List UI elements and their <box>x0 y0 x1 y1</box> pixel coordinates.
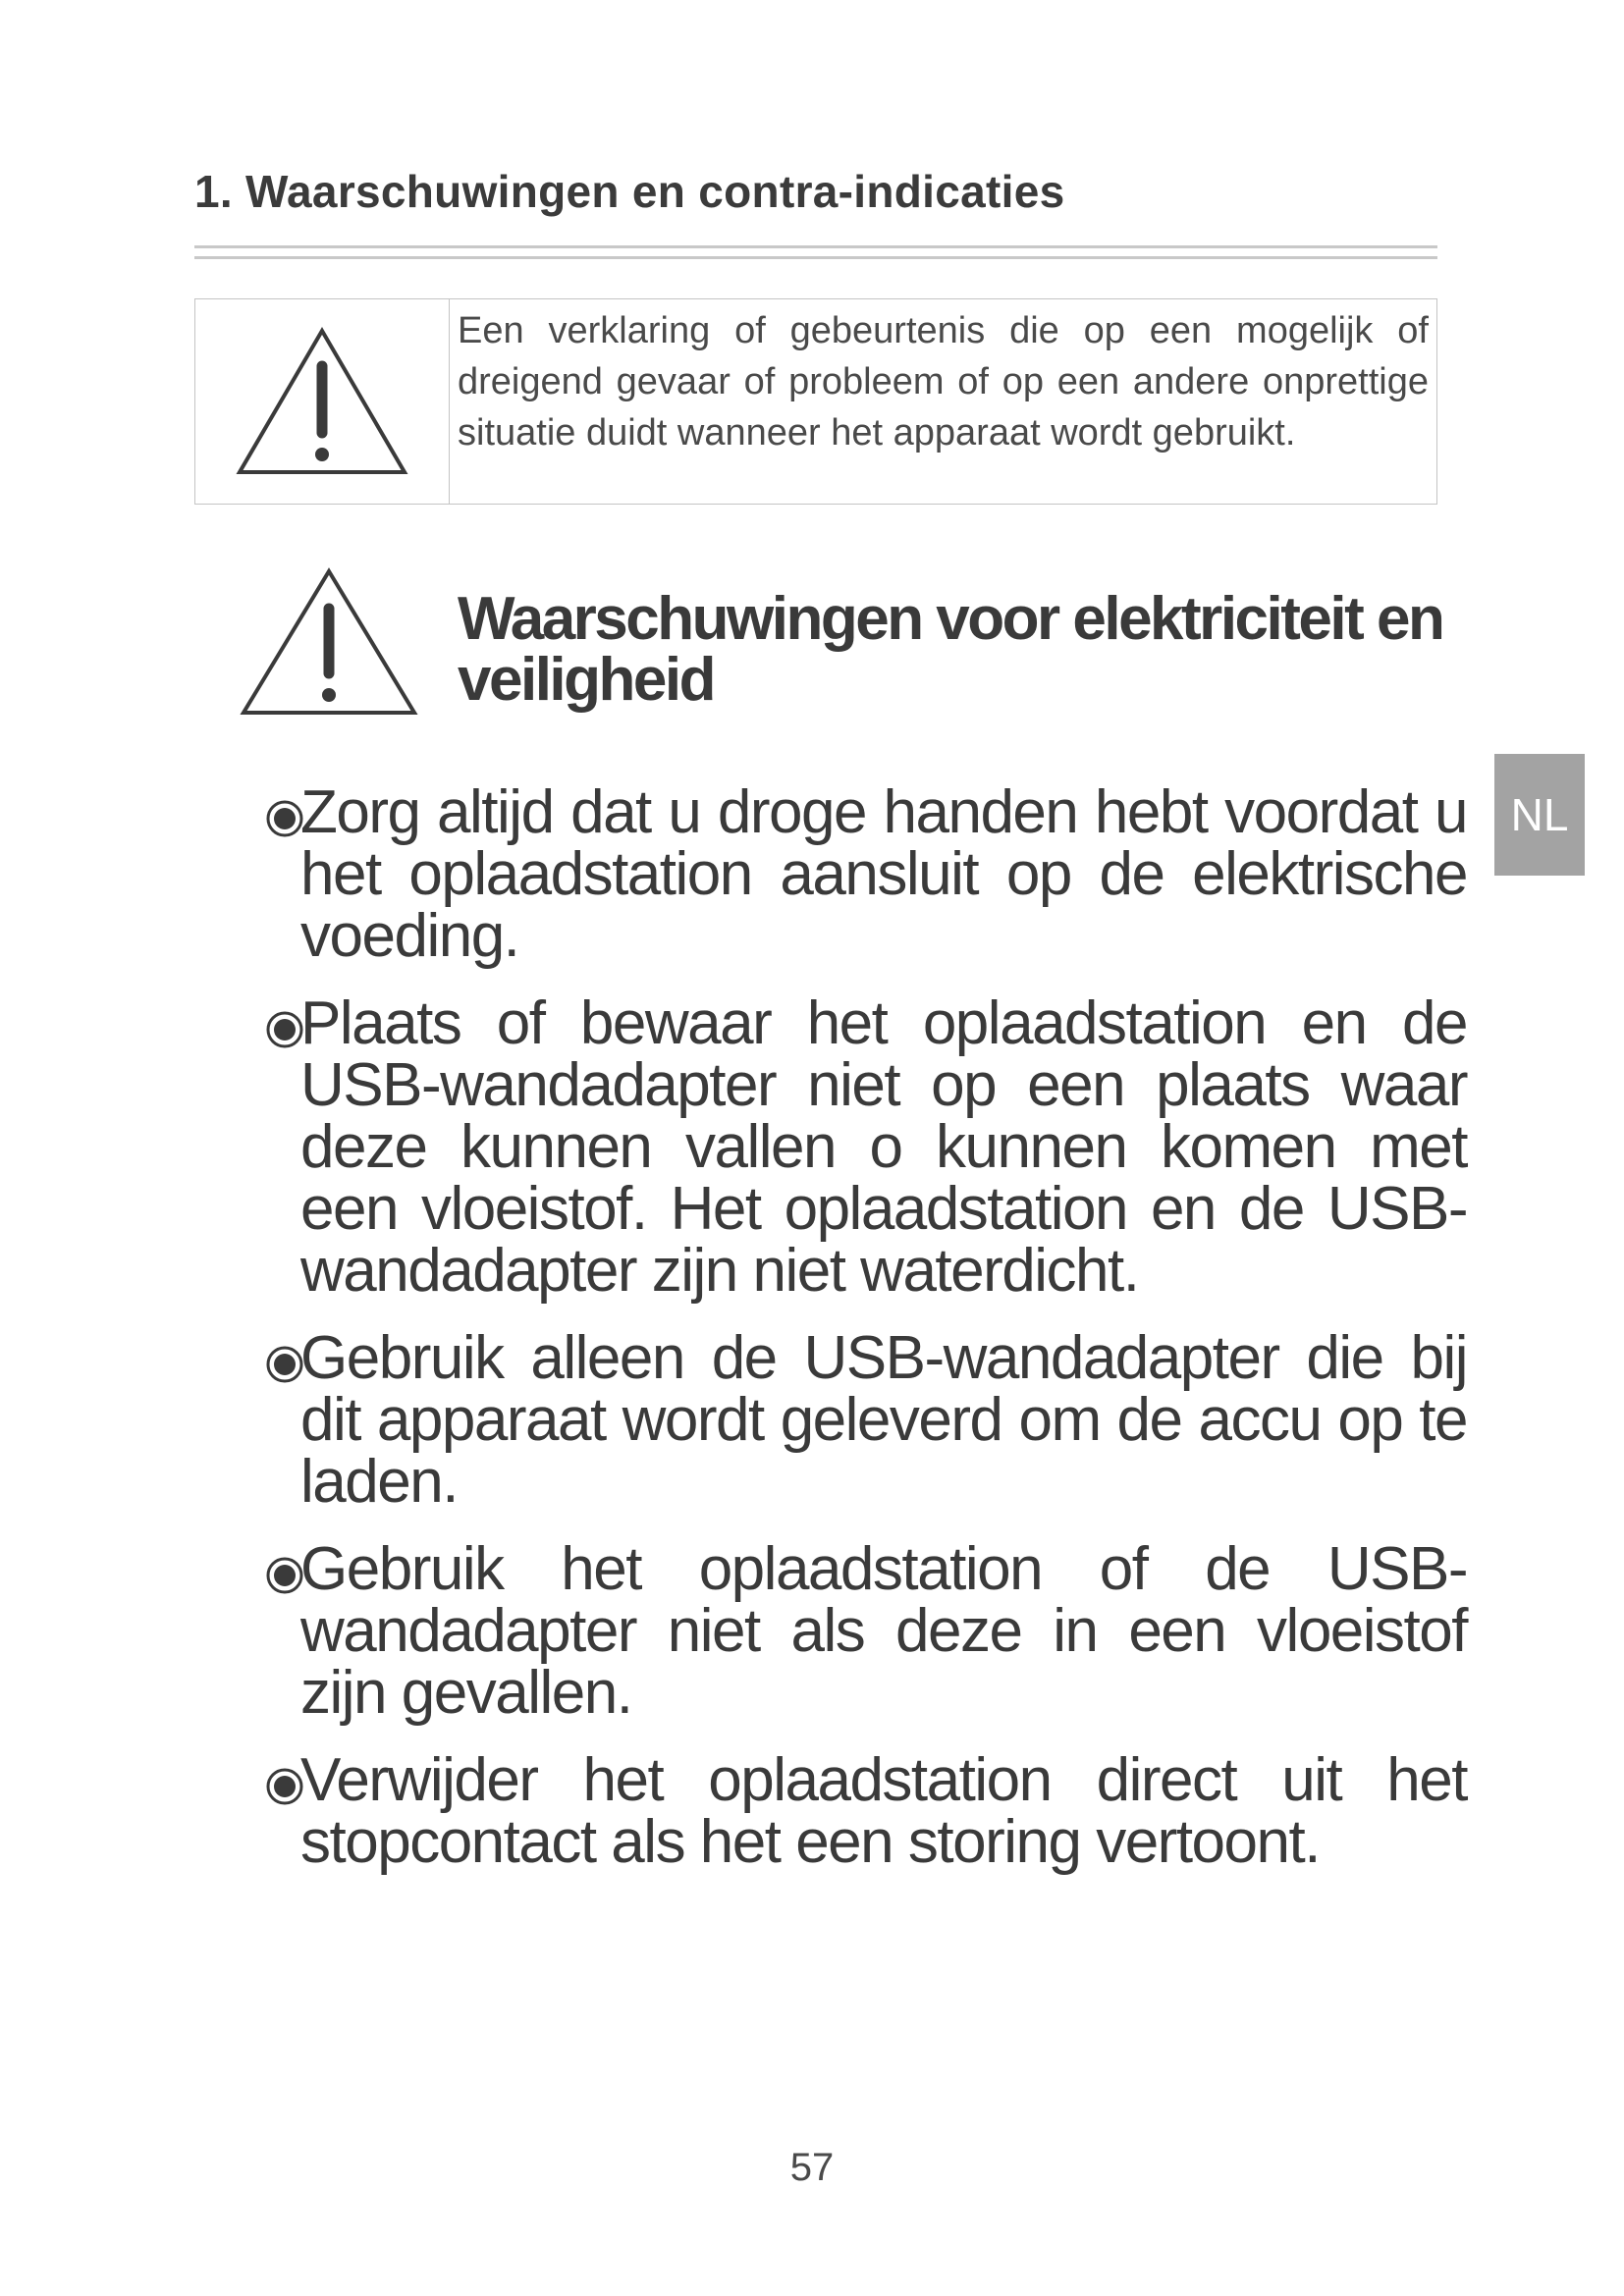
radio-bullet-icon <box>265 1556 304 1595</box>
warning-list <box>265 778 1467 1898</box>
list-item-text: Plaats of bewaar het oplaadstation en de USB-wandadapter niet op een plaats waar deze kunnen vallen o kunnen komen met een vloeistof. Het oplaadstation en de USB-wandadapter zijn niet waterdicht. <box>300 989 1467 1305</box>
note-text: Een verklaring of gebeurtenis die op een mogelijk of dreigend gevaar of probleem of op een andere onprettige situatie duidt wanneer het apparaat wordt gebruikt. <box>458 310 1429 454</box>
warning-triangle-icon <box>238 565 420 721</box>
warning-triangle-icon <box>234 323 410 480</box>
list-item <box>265 989 1467 1305</box>
list-item <box>265 1535 1467 1727</box>
list-item-text: Gebruik het oplaadstation of de USB-wandadapter niet als deze in een vloeistof zijn gevallen. <box>300 1535 1467 1727</box>
title-divider <box>194 245 1437 259</box>
radio-bullet-icon <box>265 799 304 838</box>
radio-bullet-icon <box>265 1767 304 1806</box>
list-item-text: Zorg altijd dat u droge handen hebt voordat u het oplaadstation aansluit op de elektrische voeding. <box>300 778 1467 970</box>
list-item-text: Gebruik alleen de USB-wandadapter die bij dit apparaat wordt geleverd om de accu op te laden. <box>300 1324 1467 1516</box>
list-item <box>265 778 1467 970</box>
language-tab: NL <box>1494 754 1585 876</box>
warning-heading: Waarschuwingen voor elektriciteit en veiligheid <box>458 585 1443 714</box>
section-title: 1. Waarschuwingen en contra-indicaties <box>194 166 1065 217</box>
radio-bullet-icon <box>265 1010 304 1049</box>
list-item-text: Verwijder het oplaadstation direct uit het stopcontact als het een storing vertoont. <box>300 1746 1467 1876</box>
list-item <box>265 1746 1467 1876</box>
list-item <box>265 1324 1467 1516</box>
note-icon-cell <box>195 299 450 504</box>
radio-bullet-icon <box>265 1345 304 1384</box>
note-box <box>194 298 1437 505</box>
page-number: 57 <box>789 2146 835 2189</box>
